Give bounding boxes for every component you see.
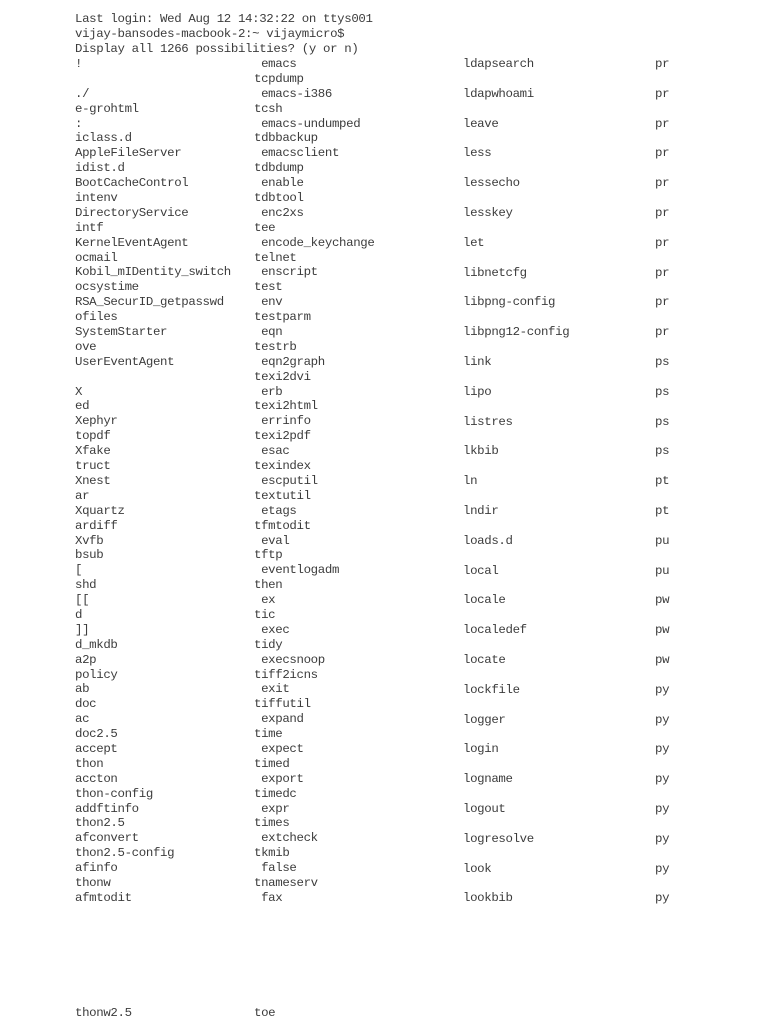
completion-entry: export bbox=[254, 771, 304, 786]
completion-entry: pr bbox=[655, 325, 670, 340]
completion-entry: locale bbox=[463, 593, 506, 608]
completion-entry: ex bbox=[254, 593, 276, 608]
completion-entry: thon bbox=[75, 756, 104, 771]
completion-column-1 bbox=[75, 57, 231, 906]
completion-entry: local bbox=[463, 563, 499, 578]
completion-entry: accept bbox=[75, 741, 118, 756]
completion-entry: execsnoop bbox=[254, 652, 325, 667]
completion-entry: pu bbox=[655, 533, 670, 548]
completion-entry: ofiles bbox=[75, 310, 118, 325]
completion-entry: exec bbox=[254, 622, 290, 637]
completion-entry: pu bbox=[655, 563, 670, 578]
completion-entry: less bbox=[463, 146, 492, 161]
completion-entry: pr bbox=[655, 57, 670, 71]
shell-prompt: vijay-bansodes-macbook-2:~ vijaymicro$ bbox=[75, 26, 345, 41]
completion-entry: lipo bbox=[463, 384, 492, 399]
completion-entry: logname bbox=[463, 772, 513, 787]
completion-entry: [ bbox=[75, 563, 83, 578]
completion-entry bbox=[75, 370, 231, 385]
completion-entry: libpng12-config bbox=[463, 325, 570, 340]
completion-entry: Xfake bbox=[75, 444, 111, 459]
completion-entry: X bbox=[75, 384, 83, 399]
completion-entry: [[ bbox=[75, 593, 90, 608]
completion-entry: look bbox=[463, 861, 492, 876]
completion-entry: ps bbox=[655, 384, 670, 399]
completion-entry: addftinfo bbox=[75, 801, 139, 816]
completion-entry: tcsh bbox=[254, 101, 283, 116]
completion-entry: pr bbox=[655, 205, 670, 220]
completion-entry: extcheck bbox=[254, 831, 318, 846]
completion-entry: link bbox=[463, 354, 492, 369]
completion-entry: shd bbox=[75, 578, 97, 593]
completion-entry: tdbbackup bbox=[254, 131, 318, 146]
completion-entry: expr bbox=[254, 801, 290, 816]
completion-entry: thon2.5-config bbox=[75, 846, 175, 861]
completion-entry: exit bbox=[254, 682, 290, 697]
completion-entry: intenv bbox=[75, 191, 118, 206]
completion-entry: : bbox=[75, 116, 83, 131]
completion-entry: ldapsearch bbox=[463, 57, 534, 71]
last-login-line: Last login: Wed Aug 12 14:32:22 on ttys001 bbox=[75, 12, 373, 26]
completion-entry: tee bbox=[254, 220, 276, 235]
completion-entry: ps bbox=[655, 414, 670, 429]
completion-entry: d_mkdb bbox=[75, 637, 118, 652]
completion-entry: texi2dvi bbox=[254, 369, 311, 384]
completion-entry: KernelEventAgent bbox=[75, 235, 189, 250]
completion-entry: pw bbox=[655, 652, 670, 667]
completion-entry: libnetcfg bbox=[463, 265, 527, 280]
completion-entry: py bbox=[655, 801, 670, 816]
completion-entry: Kobil_mIDentity_switch bbox=[75, 265, 231, 280]
completion-entry: thonw bbox=[75, 875, 111, 890]
completion-entry: times bbox=[254, 816, 290, 831]
completion-column-2 bbox=[254, 57, 374, 906]
completion-entry: encode_keychange bbox=[254, 235, 375, 250]
completion-entry: intf bbox=[75, 220, 104, 235]
completion-entry: tcpdump bbox=[254, 71, 304, 86]
completion-entry: e-grohtml bbox=[75, 101, 139, 116]
completion-tail-1: thonw2.5 bbox=[75, 1006, 132, 1020]
completion-entry: pt bbox=[655, 503, 670, 518]
completion-entry: AppleFileServer bbox=[75, 146, 182, 161]
completion-entry: ps bbox=[655, 354, 670, 369]
completion-entry: timedc bbox=[254, 786, 297, 801]
completion-entry: eventlogadm bbox=[254, 563, 340, 578]
completion-entry: tnameserv bbox=[254, 875, 318, 890]
completion-entry: enable bbox=[254, 176, 304, 191]
completion-entry: tic bbox=[254, 607, 276, 622]
completion-entry: listres bbox=[463, 414, 513, 429]
completion-entry: emacs-undumped bbox=[254, 116, 361, 131]
completion-entry: pw bbox=[655, 593, 670, 608]
completion-entry: texi2pdf bbox=[254, 429, 311, 444]
completion-entry: eqn bbox=[254, 325, 283, 340]
completion-entry: py bbox=[655, 861, 670, 876]
completion-entry: leave bbox=[463, 116, 499, 131]
completion-entry: policy bbox=[75, 667, 118, 682]
completion-entry: pr bbox=[655, 176, 670, 191]
completion-entry: py bbox=[655, 712, 670, 727]
completion-entry: test bbox=[254, 280, 283, 295]
completion-entry: esac bbox=[254, 444, 290, 459]
completion-entry: DirectoryService bbox=[75, 205, 189, 220]
completion-entry: lesskey bbox=[463, 205, 513, 220]
completion-entry: escputil bbox=[254, 473, 318, 488]
completion-entry: let bbox=[463, 235, 485, 250]
completion-entry: iclass.d bbox=[75, 131, 132, 146]
completion-entry: doc2.5 bbox=[75, 727, 118, 742]
completion-entry: expect bbox=[254, 741, 304, 756]
completion-entry: enc2xs bbox=[254, 205, 304, 220]
completion-entry: thon2.5 bbox=[75, 816, 125, 831]
completion-entry: ac bbox=[75, 712, 90, 727]
completion-entry: ]] bbox=[75, 622, 90, 637]
completion-column-3 bbox=[463, 57, 569, 921]
completion-entry: Xephyr bbox=[75, 414, 118, 429]
completion-entry: then bbox=[254, 578, 283, 593]
completion-entry: a2p bbox=[75, 652, 97, 667]
completion-entry: tiff2icns bbox=[254, 667, 318, 682]
completion-entry: UserEventAgent bbox=[75, 354, 175, 369]
completion-entry: py bbox=[655, 742, 670, 757]
completion-entry: fax bbox=[254, 890, 283, 905]
completion-entry: pr bbox=[655, 86, 670, 101]
completion-entry: pr bbox=[655, 295, 670, 310]
completion-entry: textutil bbox=[254, 488, 311, 503]
completion-entry: tkmib bbox=[254, 846, 290, 861]
completion-entry: idist.d bbox=[75, 161, 125, 176]
completion-entry: pw bbox=[655, 623, 670, 638]
completion-entry: py bbox=[655, 831, 670, 846]
completion-entry: ocmail bbox=[75, 250, 118, 265]
completion-entry: tftp bbox=[254, 548, 283, 563]
completion-entry: afconvert bbox=[75, 831, 139, 846]
completion-entry: texi2html bbox=[254, 399, 318, 414]
completion-entry: thon-config bbox=[75, 786, 153, 801]
completion-entry: bsub bbox=[75, 548, 104, 563]
completion-entry: SystemStarter bbox=[75, 325, 168, 340]
completion-entry: afmtodit bbox=[75, 890, 132, 905]
terminal-header bbox=[75, 12, 373, 57]
completion-entry: timed bbox=[254, 756, 290, 771]
completion-entry: pr bbox=[655, 146, 670, 161]
completion-entry: env bbox=[254, 295, 283, 310]
completion-entry: erb bbox=[254, 384, 283, 399]
completion-entry: ove bbox=[75, 339, 97, 354]
completion-entry: eqn2graph bbox=[254, 354, 325, 369]
completion-entry: d bbox=[75, 607, 83, 622]
completion-entry: pr bbox=[655, 265, 670, 280]
completion-entry: errinfo bbox=[254, 414, 311, 429]
completion-entry: ocsystime bbox=[75, 280, 139, 295]
completion-entry: lkbib bbox=[463, 444, 499, 459]
completion-entry: ldapwhoami bbox=[463, 86, 534, 101]
completion-entry: Xvfb bbox=[75, 533, 104, 548]
completion-entry: eval bbox=[254, 533, 290, 548]
completion-entry: telnet bbox=[254, 250, 297, 265]
completion-entry: BootCacheControl bbox=[75, 176, 189, 191]
completion-entry: etags bbox=[254, 503, 297, 518]
completion-entry: tiffutil bbox=[254, 697, 311, 712]
completion-entry: ./ bbox=[75, 86, 90, 101]
completion-entry: afinfo bbox=[75, 861, 118, 876]
completion-entry: emacs-i386 bbox=[254, 86, 332, 101]
completion-entry: lookbib bbox=[463, 891, 513, 906]
completion-entry: RSA_SecurID_getpasswd bbox=[75, 295, 224, 310]
completion-entry: ab bbox=[75, 682, 90, 697]
completion-entry: ed bbox=[75, 399, 90, 414]
completion-entry: lockfile bbox=[463, 682, 520, 697]
completion-entry: pt bbox=[655, 474, 670, 489]
completion-entry: logresolve bbox=[463, 831, 534, 846]
completion-entry: py bbox=[655, 772, 670, 787]
completion-entry bbox=[75, 72, 231, 87]
completion-entry: truct bbox=[75, 459, 111, 474]
completion-entry: logger bbox=[463, 712, 506, 727]
completion-entry: lndir bbox=[463, 503, 499, 518]
completion-entry: loads.d bbox=[463, 533, 513, 548]
completion-entry: tdbdump bbox=[254, 161, 304, 176]
completion-entry: tidy bbox=[254, 637, 283, 652]
completion-entry: doc bbox=[75, 697, 97, 712]
completion-entry: Xnest bbox=[75, 473, 111, 488]
completion-entry: locate bbox=[463, 652, 506, 667]
completion-entry: expand bbox=[254, 712, 304, 727]
completion-tail-2: toe bbox=[254, 1006, 276, 1020]
completion-entry: topdf bbox=[75, 429, 111, 444]
completion-entry: ln bbox=[463, 474, 478, 489]
completion-entry: testparm bbox=[254, 310, 311, 325]
completion-entry: libpng-config bbox=[463, 295, 556, 310]
completion-entry: emacs bbox=[254, 57, 297, 71]
completion-entry: texindex bbox=[254, 459, 311, 474]
completion-entry: tdbtool bbox=[254, 191, 304, 206]
completion-entry: enscript bbox=[254, 265, 318, 280]
completion-query: Display all 1266 possibilities? (y or n) bbox=[75, 41, 359, 56]
completion-entry: tfmtodit bbox=[254, 518, 311, 533]
completion-entry: logout bbox=[463, 801, 506, 816]
completion-entry: time bbox=[254, 727, 283, 742]
completion-entry: false bbox=[254, 861, 297, 876]
completion-entry: accton bbox=[75, 771, 118, 786]
completion-entry: ardiff bbox=[75, 518, 118, 533]
completion-entry: localedef bbox=[463, 623, 527, 638]
completion-entry: pr bbox=[655, 235, 670, 250]
completion-entry: pr bbox=[655, 116, 670, 131]
completion-entry: testrb bbox=[254, 339, 297, 354]
completion-entry: Xquartz bbox=[75, 503, 125, 518]
completion-entry: py bbox=[655, 682, 670, 697]
completion-entry: ps bbox=[655, 444, 670, 459]
completion-column-4 bbox=[655, 57, 669, 921]
completion-entry: py bbox=[655, 891, 670, 906]
completion-entry: ! bbox=[75, 57, 83, 71]
completion-entry: lessecho bbox=[463, 176, 520, 191]
completion-entry: emacsclient bbox=[254, 146, 340, 161]
completion-entry: login bbox=[463, 742, 499, 757]
completion-entry: ar bbox=[75, 488, 90, 503]
